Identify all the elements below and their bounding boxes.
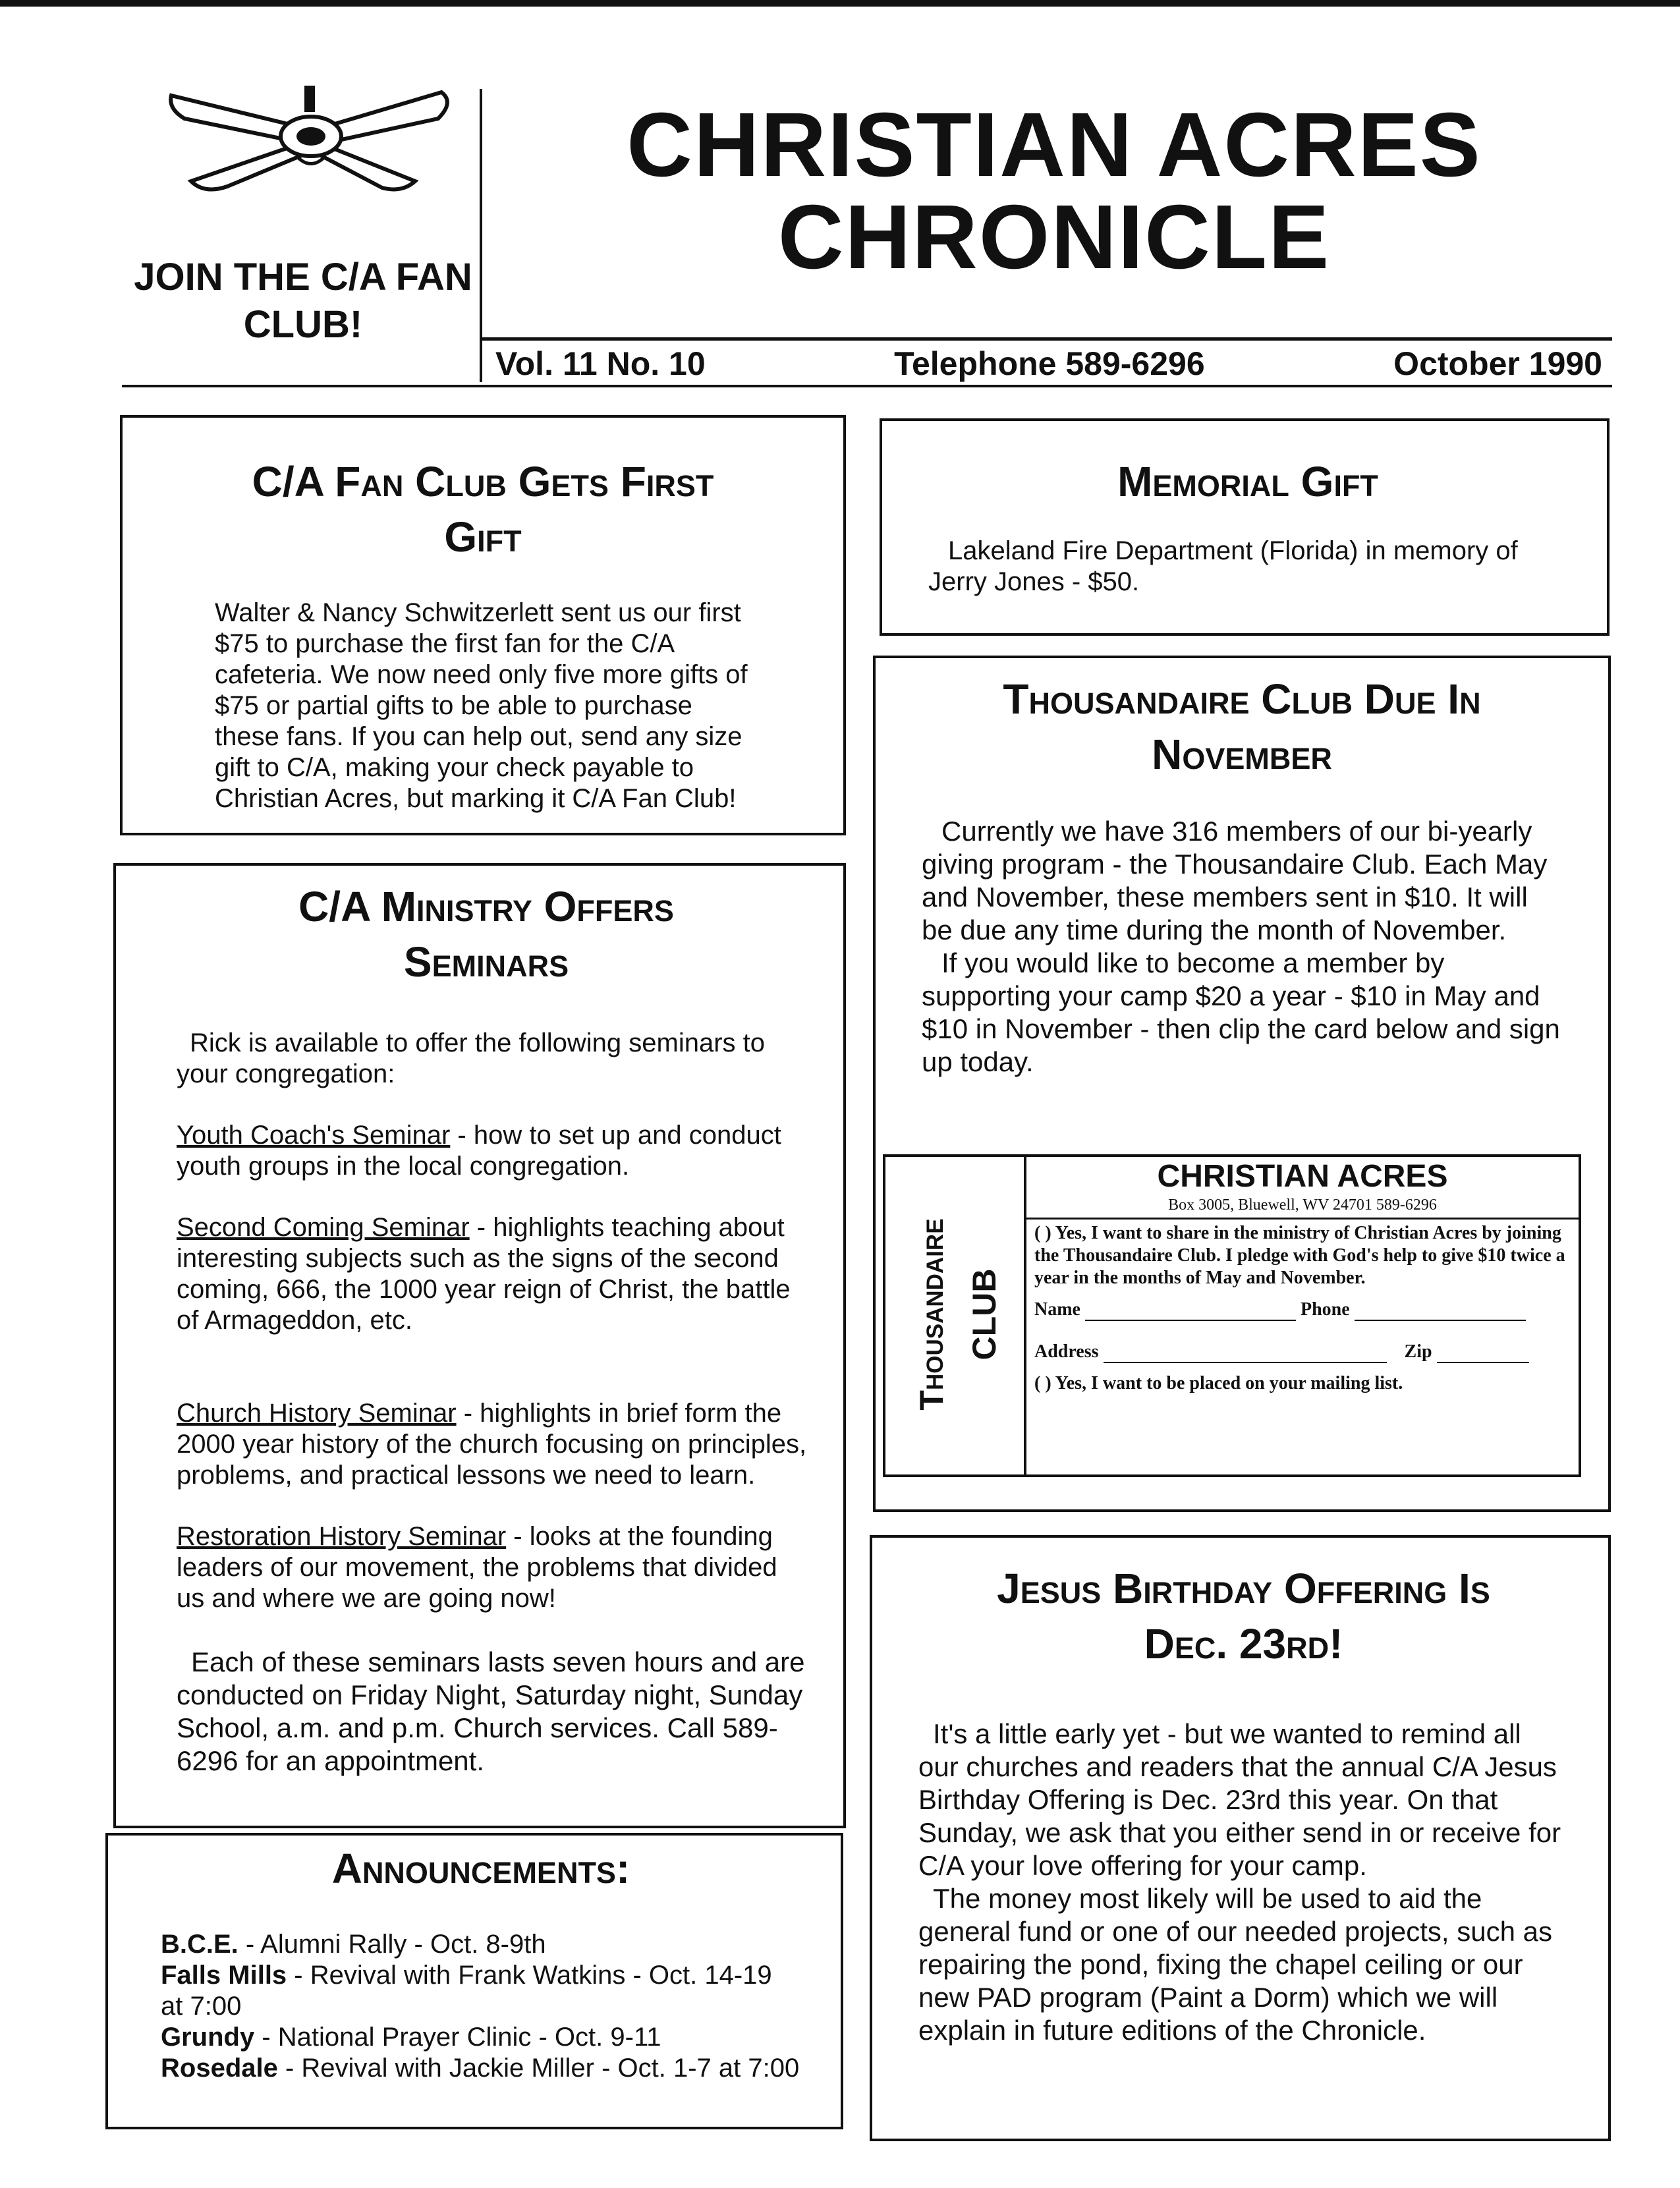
announcement-place: Grundy	[161, 2023, 255, 2052]
seminar-desc: - how to set up and conduct youth groups in the local congregation.	[177, 1121, 781, 1181]
seminar-item	[177, 1212, 810, 1336]
card-heading: CHRISTIAN ACRES	[1157, 1159, 1448, 1194]
seminar-name: Youth Coach's Seminar	[177, 1121, 451, 1150]
seminar-item	[177, 1398, 810, 1491]
card-mailing-checkbox[interactable]: ( ) Yes, I want to be placed on your mailing list.	[1034, 1373, 1403, 1393]
seminar-item	[177, 1120, 810, 1182]
telephone: Telephone 589-6296	[894, 345, 1205, 382]
card-side-title: Thousandaire	[913, 1218, 950, 1411]
seminars-intro: Rick is available to offer the following seminars to your congregation:	[177, 1028, 766, 1088]
seminars-article	[113, 863, 846, 1828]
article-title: Jesus Birthday Offering Is Dec. 23rd!	[997, 1565, 1490, 1668]
name-field[interactable]	[1085, 1320, 1296, 1321]
top-border	[0, 0, 1680, 7]
memorial-article	[880, 418, 1610, 636]
announcement-item	[161, 1929, 801, 1960]
thousandaire-para-2: If you would like to become a member by supporting your camp $20 a year - $10 in May and $10 in November - then clip the card below and sign up today.	[922, 947, 1560, 1077]
card-side-label	[885, 1157, 1026, 1474]
article-body: Walter & Nancy Schwitzerlett sent us our first $75 to purchase the first fan for the C/A cafeteria. We now need only five more gifts of $75 or partial gifts to be able to purchase these fans. If you can help out, send any size gift to C/A, making your check payable to Christian Acres, but marking it C/A Fan Club!	[215, 598, 748, 813]
address-field[interactable]	[1104, 1362, 1387, 1363]
article-body: Lakeland Fire Department (Florida) in memory of Jerry Jones - $50.	[928, 536, 1518, 596]
birthday-para-2: The money most likely will be used to aid the general fund or one of our needed projects, such as repairing the pond, fixing the chapel ceiling or our new PAD program (Paint a Dorm) which we will explain in future editions of the Chronicle.	[918, 1883, 1552, 2046]
seminar-desc: - highlights teaching about interesting subjects such as the signs of the second coming, 666, the 1000 year reign of Christ, the battle of Armageddon, etc.	[177, 1213, 791, 1335]
ceiling-fan-icon	[165, 82, 455, 194]
article-title: C/A Ministry Offers Seminars	[298, 883, 674, 986]
phone-label: Phone	[1300, 1299, 1350, 1320]
name-label: Name	[1034, 1299, 1080, 1320]
issue-date: October 1990	[1393, 345, 1602, 382]
announcement-desc: - Revival with Frank Watkins - Oct. 14-19 at 7:00	[161, 1961, 772, 2021]
card-address: Box 3005, Bluewell, WV 24701 589-6296	[1026, 1195, 1579, 1220]
article-title: C/A Fan Club Gets First Gift	[252, 458, 714, 561]
article-title: Thousandaire Club Due In November	[1003, 675, 1481, 778]
fan-club-article	[120, 415, 846, 835]
seminar-name: Restoration History Seminar	[177, 1522, 507, 1551]
birthday-offering-article	[870, 1535, 1611, 2141]
article-title: Memorial Gift	[1117, 458, 1378, 505]
card-name-row	[1026, 1299, 1579, 1321]
seminar-item	[177, 1521, 810, 1614]
seminar-desc: - looks at the founding leaders of our movement, the problems that divided us and where we are going now!	[177, 1522, 777, 1613]
seminar-list	[162, 1120, 810, 1614]
announcement-item	[161, 1960, 801, 2022]
newsletter-title	[501, 94, 1608, 288]
seminars-closing: Each of these seminars lasts seven hours and are conducted on Friday Night, Saturday night, Sunday School, a.m. and p.m. Church services. Call 589-6296 for an appointment.	[177, 1646, 805, 1776]
masthead-rule	[482, 385, 1612, 387]
address-label: Address	[1034, 1341, 1099, 1362]
announcement-desc: - Revival with Jackie Miller - Oct. 1-7 at 7:00	[277, 2054, 800, 2083]
card-form	[1026, 1157, 1579, 1474]
thousandaire-para-1: Currently we have 316 members of our bi-yearly giving program - the Thousandaire Club. Each May and November, these members sent in $10. It will be due any time during the month of November.	[922, 816, 1548, 945]
membership-card	[883, 1154, 1581, 1477]
title-line-1: CHRISTIAN ACRES	[627, 94, 1482, 196]
announcement-place: Rosedale	[161, 2054, 278, 2083]
card-side-subtitle: CLUB	[966, 1268, 1003, 1360]
birthday-para-1: It's a little early yet - but we wanted to remind all our churches and readers that the annual C/A Jesus Birthday Offering is Dec. 23rd this year. On that Sunday, we ask that you either send in or receive for C/A your love offering for your camp.	[918, 1718, 1561, 1881]
fan-club-tagline: JOIN THE C/A FAN CLUB!	[134, 256, 472, 346]
announcement-place: Falls Mills	[161, 1961, 287, 1990]
seminar-name: Second Coming Seminar	[177, 1213, 470, 1242]
announcement-desc: - National Prayer Clinic - Oct. 9-11	[254, 2023, 661, 2052]
zip-field[interactable]	[1437, 1362, 1529, 1363]
card-address-row	[1026, 1341, 1579, 1363]
announcement-item	[161, 2053, 801, 2084]
announcement-desc: - Alumni Rally - Oct. 8-9th	[238, 1930, 546, 1959]
announcement-list	[161, 1929, 801, 2084]
phone-field[interactable]	[1355, 1320, 1526, 1321]
masthead-rule	[122, 385, 482, 387]
announcements-title: Announcements:	[331, 1845, 630, 1892]
seminar-name: Church History Seminar	[177, 1399, 457, 1428]
announcement-item	[161, 2022, 801, 2053]
card-pledge-checkbox[interactable]: ( ) Yes, I want to share in the ministry of Christian Acres by joining the Thousandaire Club. I pledge with God's help to give $10 twice a year in the months of May and November.	[1034, 1223, 1565, 1288]
announcements-box	[105, 1833, 843, 2129]
issue-info-bar	[489, 344, 1609, 383]
title-line-2: CHRONICLE	[777, 186, 1331, 288]
seminar-desc: - highlights in brief form the 2000 year history of the church focusing on principles, problems, and practical lessons we need to learn.	[177, 1399, 807, 1490]
masthead-rule	[482, 337, 1612, 341]
zip-label: Zip	[1404, 1341, 1432, 1362]
volume-number: Vol. 11 No. 10	[495, 345, 706, 382]
announcement-place: B.C.E.	[161, 1930, 238, 1959]
